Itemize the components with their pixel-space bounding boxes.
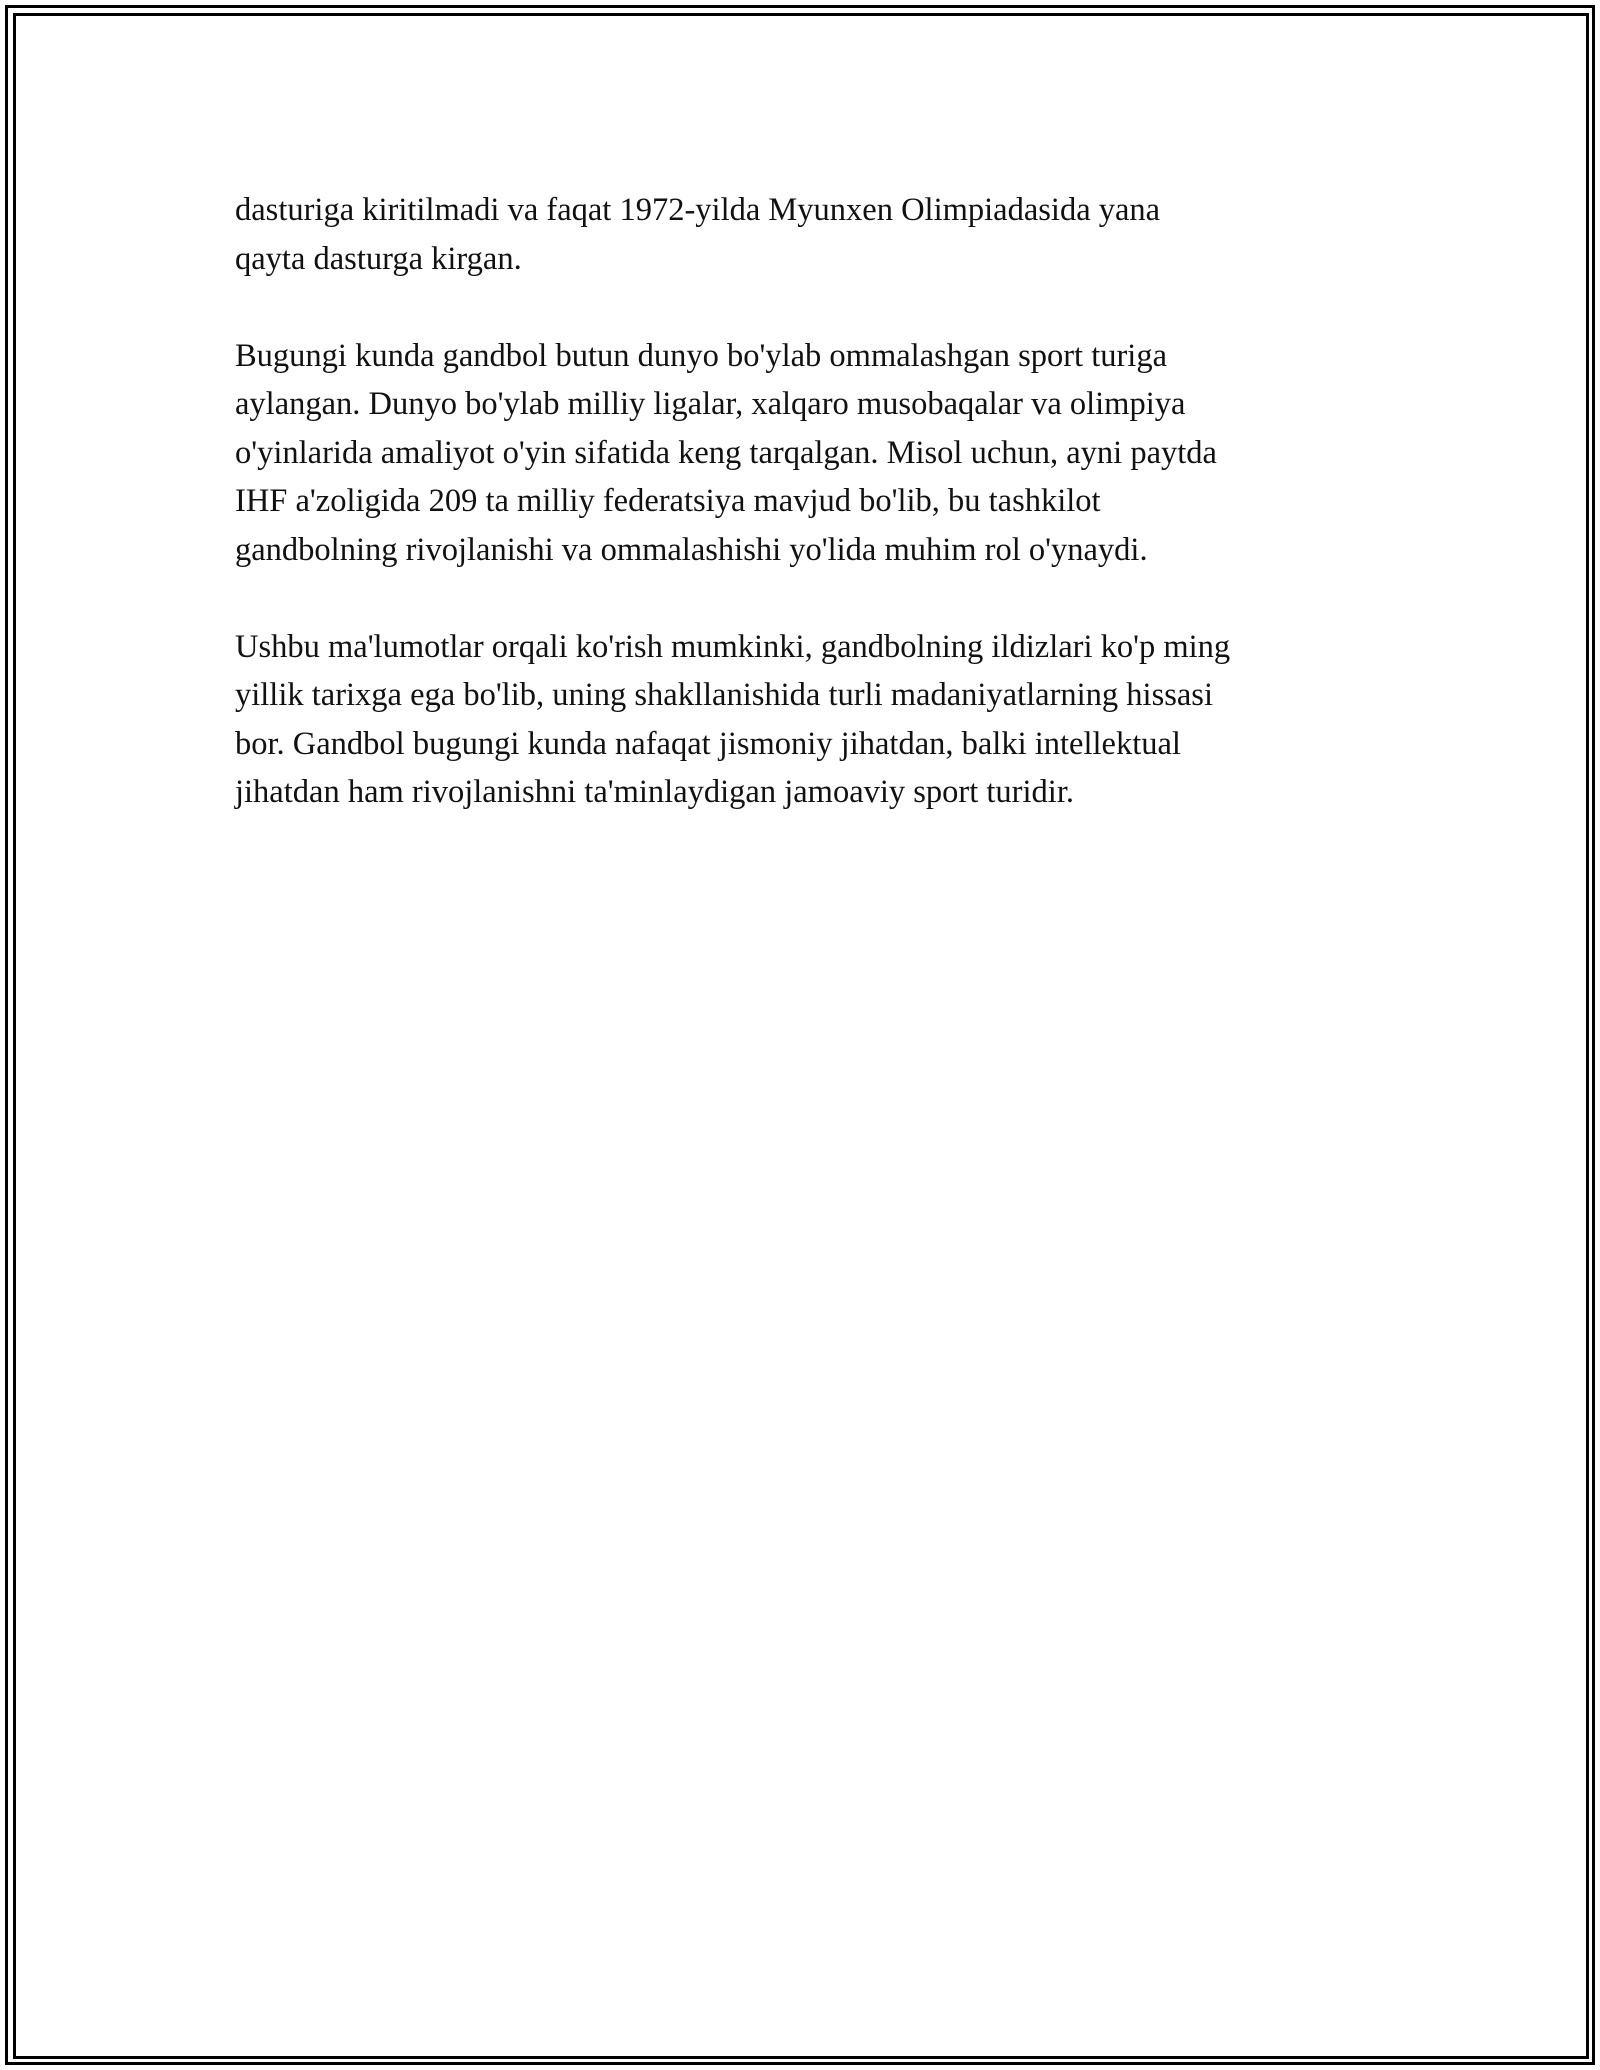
- paragraph-line: IHF a'zoligida 209 ta milliy federatsiya mavjud bo'lib, bu tashkilot: [235, 483, 1101, 519]
- paragraph-line: Bugungi kunda gandbol butun dunyo bo'ylab ommalashgan sport turiga: [235, 337, 1167, 374]
- paragraph-2: [235, 332, 1385, 575]
- paragraph-line: jihatdan ham rivojlanishni ta'minlaydigan jamoaviy sport turidir.: [235, 774, 1074, 810]
- paragraph-line: Ushbu ma'lumotlar orqali ko'rish mumkinki, gandbolning ildizlari ko'p ming: [235, 628, 1231, 665]
- paragraph-1: [235, 186, 1385, 283]
- paragraph-line: yillik tarixga ega bo'lib, uning shakllanishida turli madaniyatlarning hissasi: [235, 677, 1213, 713]
- paragraph-3: [235, 623, 1385, 817]
- document-body: [235, 186, 1385, 865]
- paragraph-line: aylangan. Dunyo bo'ylab milliy ligalar, xalqaro musobaqalar va olimpiya: [235, 386, 1186, 422]
- paragraph-line: dasturiga kiritilmadi va faqat 1972-yilda Myunxen Olimpiadasida yana: [235, 192, 1161, 228]
- paragraph-line: gandbolning rivojlanishi va ommalashishi yo'lida muhim rol o'ynaydi.: [235, 531, 1148, 568]
- paragraph-line: o'yinlarida amaliyot o'yin sifatida keng tarqalgan. Misol uchun, ayni paytda: [235, 434, 1217, 471]
- paragraph-line: bor. Gandbol bugungi kunda nafaqat jismoniy jihatdan, balki intellektual: [235, 725, 1181, 762]
- paragraph-line: qayta dasturga kirgan.: [235, 240, 522, 277]
